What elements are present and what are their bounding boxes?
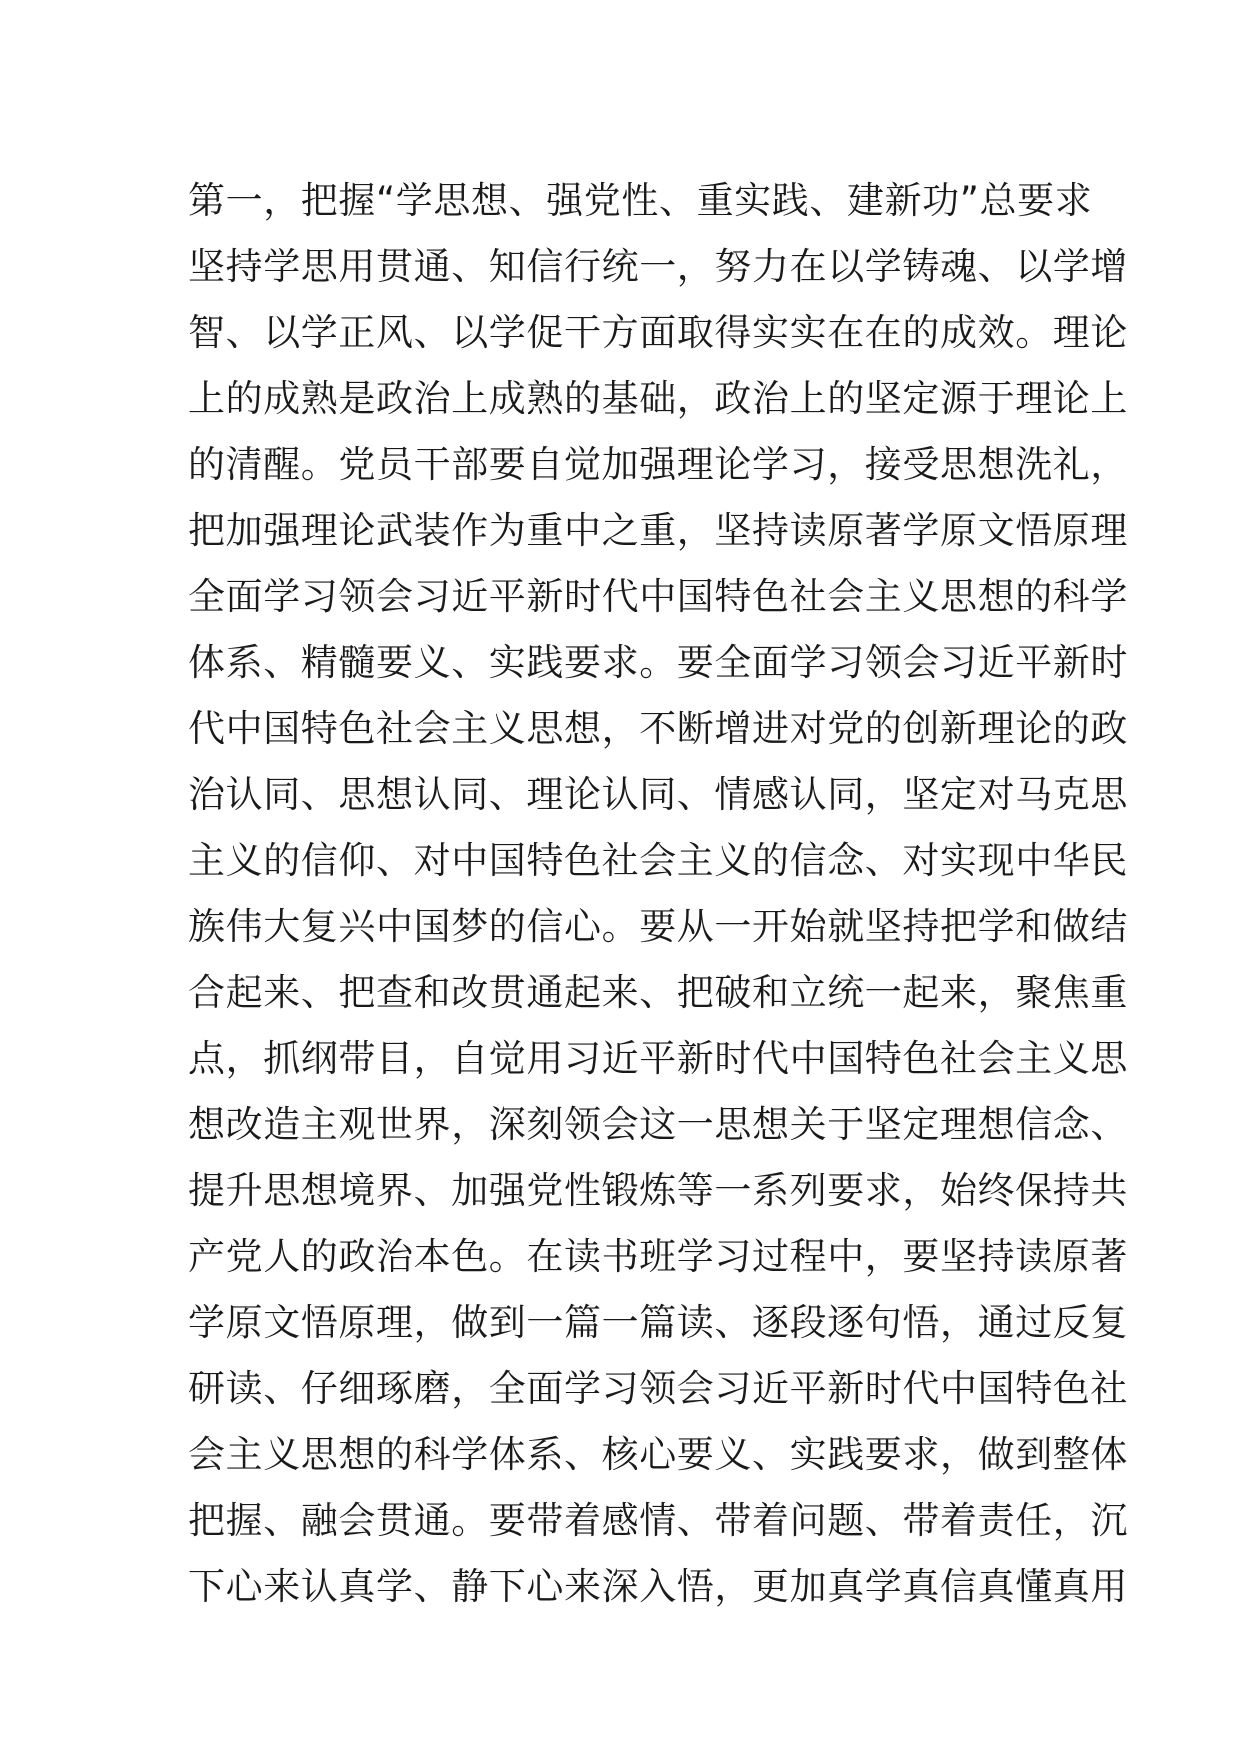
text-line: 把握、融会贯通。要带着感情、带着问题、带着责任，沉: [188, 1499, 1128, 1542]
text-line: 研读、仔细琢磨，全面学习领会习近平新时代中国特色社: [188, 1367, 1128, 1410]
text-line: 把加强理论武装作为重中之重，坚持读原著学原文悟原理: [188, 509, 1128, 552]
text-line: 会主义思想的科学体系、核心要义、实践要求，做到整体: [188, 1433, 1128, 1476]
text-line: 合起来、把查和改贯通起来、把破和立统一起来，聚焦重: [188, 971, 1128, 1014]
text-line: 提升思想境界、加强党性锻炼等一系列要求，始终保持共: [188, 1169, 1128, 1212]
text-line: 族伟大复兴中国梦的信心。要从一开始就坚持把学和做结: [188, 905, 1128, 948]
text-line: 想改造主观世界，深刻领会这一思想关于坚定理想信念、: [188, 1103, 1128, 1146]
text-line: 代中国特色社会主义思想，不断增进对党的创新理论的政: [188, 707, 1128, 750]
text-line: 点，抓纲带目，自觉用习近平新时代中国特色社会主义思: [188, 1037, 1128, 1080]
text-line: 治认同、思想认同、理论认同、情感认同，坚定对马克思: [188, 773, 1128, 816]
text-line: 下心来认真学、静下心来深入悟，更加真学真信真懂真用: [188, 1565, 1128, 1608]
text-line: 主义的信仰、对中国特色社会主义的信念、对实现中华民: [188, 839, 1128, 882]
text-line: 体系、精髓要义、实践要求。要全面学习领会习近平新时: [188, 641, 1128, 684]
text-line: 坚持学思用贯通、知信行统一，努力在以学铸魂、以学增: [188, 245, 1128, 288]
text-line: 第一，把握“学思想、强党性、重实践、建新功”总要求: [188, 179, 1093, 222]
text-line: 上的成熟是政治上成熟的基础，政治上的坚定源于理论上: [188, 377, 1128, 420]
text-line: 产党人的政治本色。在读书班学习过程中，要坚持读原著: [188, 1235, 1128, 1278]
body-paragraph: [188, 168, 1128, 1620]
text-line: 的清醒。党员干部要自觉加强理论学习，接受思想洗礼，: [188, 443, 1128, 486]
text-line: 全面学习领会习近平新时代中国特色社会主义思想的科学: [188, 575, 1128, 618]
text-line: 学原文悟原理，做到一篇一篇读、逐段逐句悟，通过反复: [188, 1301, 1128, 1344]
text-line: 智、以学正风、以学促干方面取得实实在在的成效。理论: [188, 311, 1128, 354]
